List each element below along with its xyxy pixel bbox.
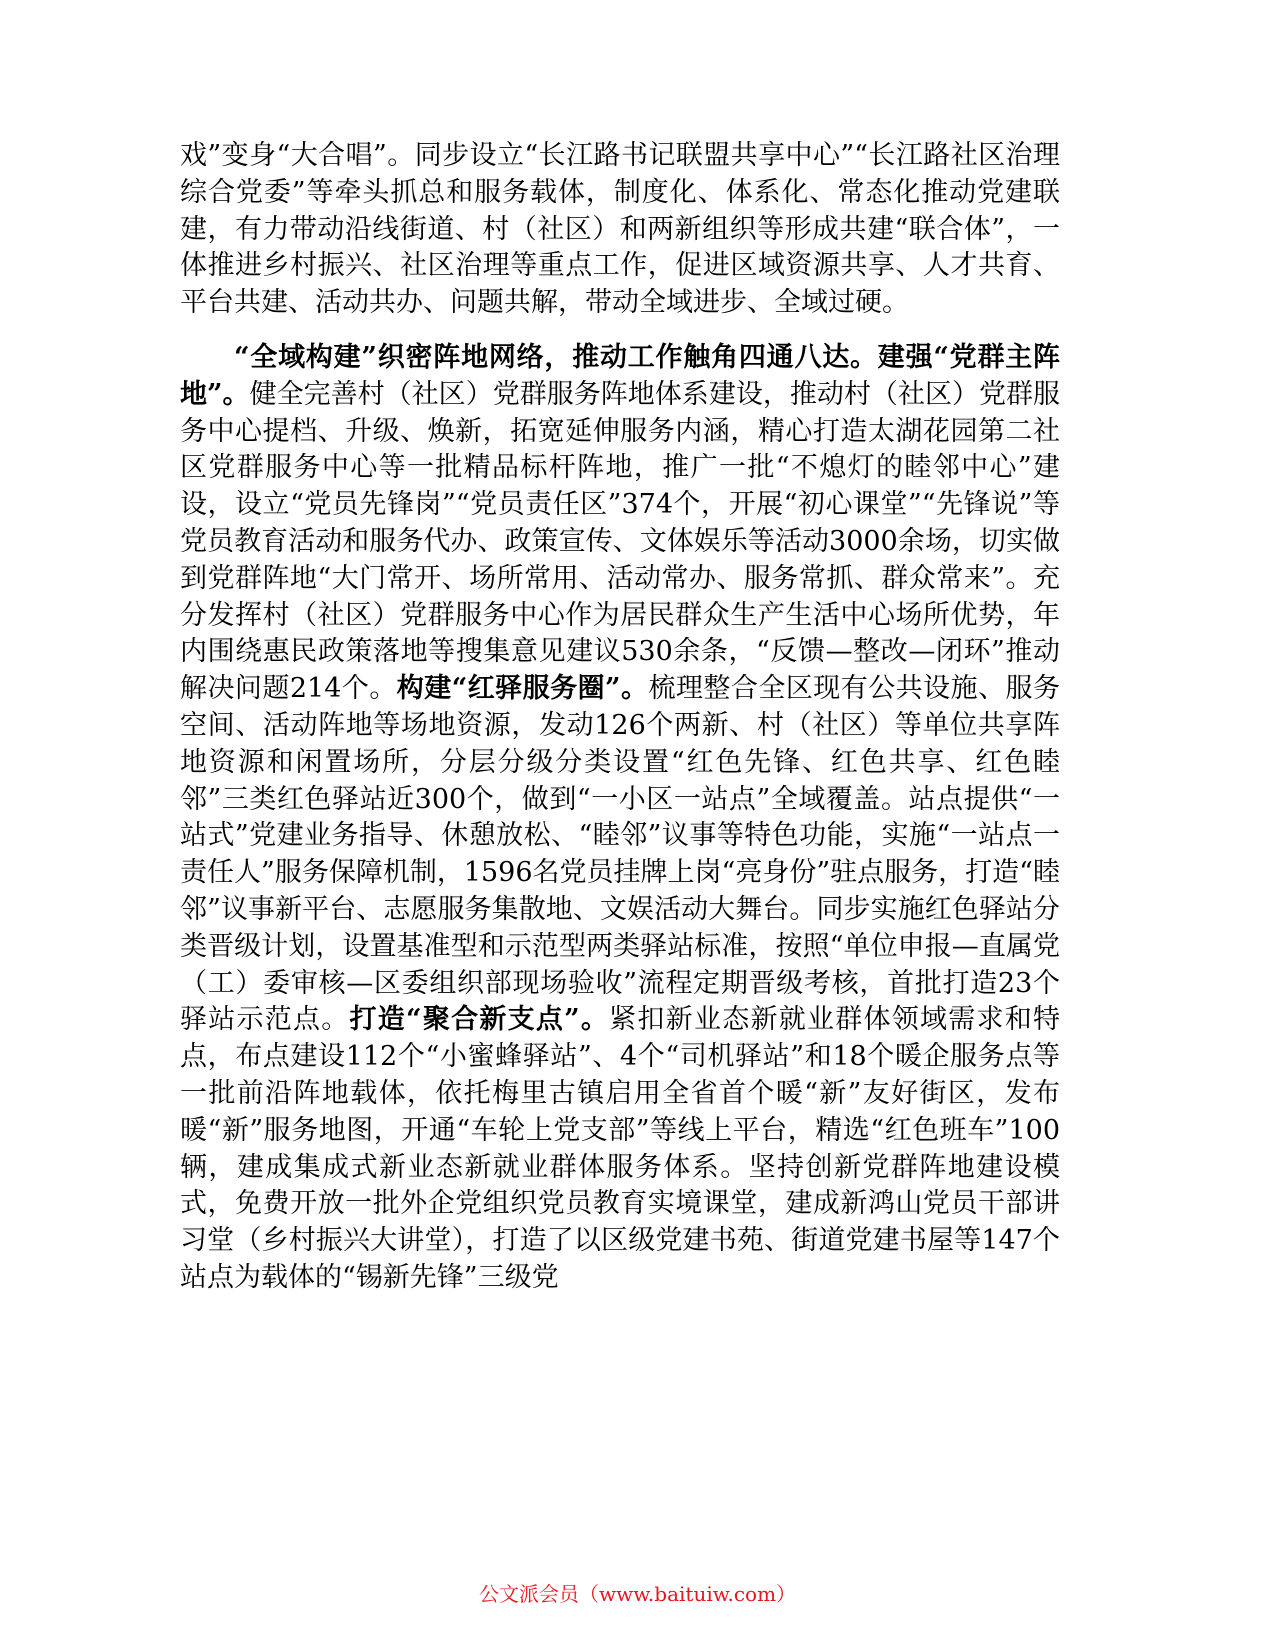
subsection-title-new-pivot: 打造“聚合新支点”。 (349, 1004, 610, 1036)
footer-watermark-link[interactable]: 公文派会员（www.baituiw.com） (478, 1582, 797, 1606)
subsection-title-red-station: 构建“红驿服务圈”。 (396, 673, 649, 705)
document-body (180, 138, 1060, 1297)
section-heading: “全域构建”织密阵地网络，推动工作触角四通八达。 (234, 341, 878, 373)
paragraph-2 (180, 340, 1060, 1297)
subsection-title-party-base: 建强“党群主阵地”。 (180, 341, 1061, 410)
paragraph-1-text: 戏”变身“大合唱”。同步设立“长江路书记联盟共享中心”“长江路社区治理综合党委”等牵头抓总和服务载体，制度化、体系化、常态化推动党建联建，有力带动沿线街道、村（社区）和两新组织等形成共建“联合体”，一体推进乡村振兴、社区治理等重点工作，促进区域资源共享、人才共育、平台共建、活动共办、问题共解，带动全域进步、全域过硬。 (180, 140, 1060, 319)
subsection-text-new-pivot: 紧扣新业态新就业群体领域需求和特点，布点建设112个“小蜜蜂驿站”、4个“司机驿站”和18个暖企服务点等一批前沿阵地载体，依托梅里古镇启用全省首个暖“新”友好街区，发布暖“新”服务地图，开通“车轮上党支部”等线上平台，精选“红色班车”100辆，建成集成式新业态新就业群体服务体系。坚持创新党群阵地建设模式，免费开放一批外企党组织党员教育实境课堂，建成新鸿山党员干部讲习堂（乡村振兴大讲堂），打造了以区级党建书苑、街道党建书屋等147个站点为载体的“锡新先锋”三级党 (180, 1004, 1061, 1293)
subsection-text-party-base: 健全完善村（社区）党群服务阵地体系建设，推动村（社区）党群服务中心提档、升级、焕新，拓宽延伸服务内涵，精心打造太湖花园第二社区党群服务中心等一批精品标杆阵地，推广一批“不熄灯的睦邻中心”建设，设立“党员先锋岗”“党员责任区”374个，开展“初心课堂”“先锋说”等党员教育活动和服务代办、政策宣传、文体娱乐等活动3000余场，切实做到党群阵地“大门常开、场所常用、活动常办、服务常抓、群众常来”。充分发挥村（社区）党群服务中心作为居民群众生产生活中心场所优势，年内围绕惠民政策落地等搜集意见建议530余条，“反馈—整改—闭环”推动解决问题214个。 (180, 378, 1061, 705)
paragraph-1 (180, 138, 1060, 322)
subsection-text-red-station: 梳理整合全区现有公共设施、服务空间、活动阵地等场地资源，发动126个两新、村（社区）等单位共享阵地资源和闲置场所，分层分级分类设置“红色先锋、红色共享、红色睦邻”三类红色驿站近300个，做到“一小区一站点”全域覆盖。站点提供“一站式”党建业务指导、休憩放松、“睦邻”议事等特色功能，实施“一站点一责任人”服务保障机制，1596名党员挂牌上岗“亮身份”驻点服务，打造“睦邻”议事新平台、志愿服务集散地、文娱活动大舞台。同步实施红色驿站分类晋级计划，设置基准型和示范型两类驿站标准，按照“单位申报—直属党（工）委审核—区委组织部现场验收”流程定期晋级考核，首批打造23个驿站示范点。 (180, 673, 1060, 1036)
